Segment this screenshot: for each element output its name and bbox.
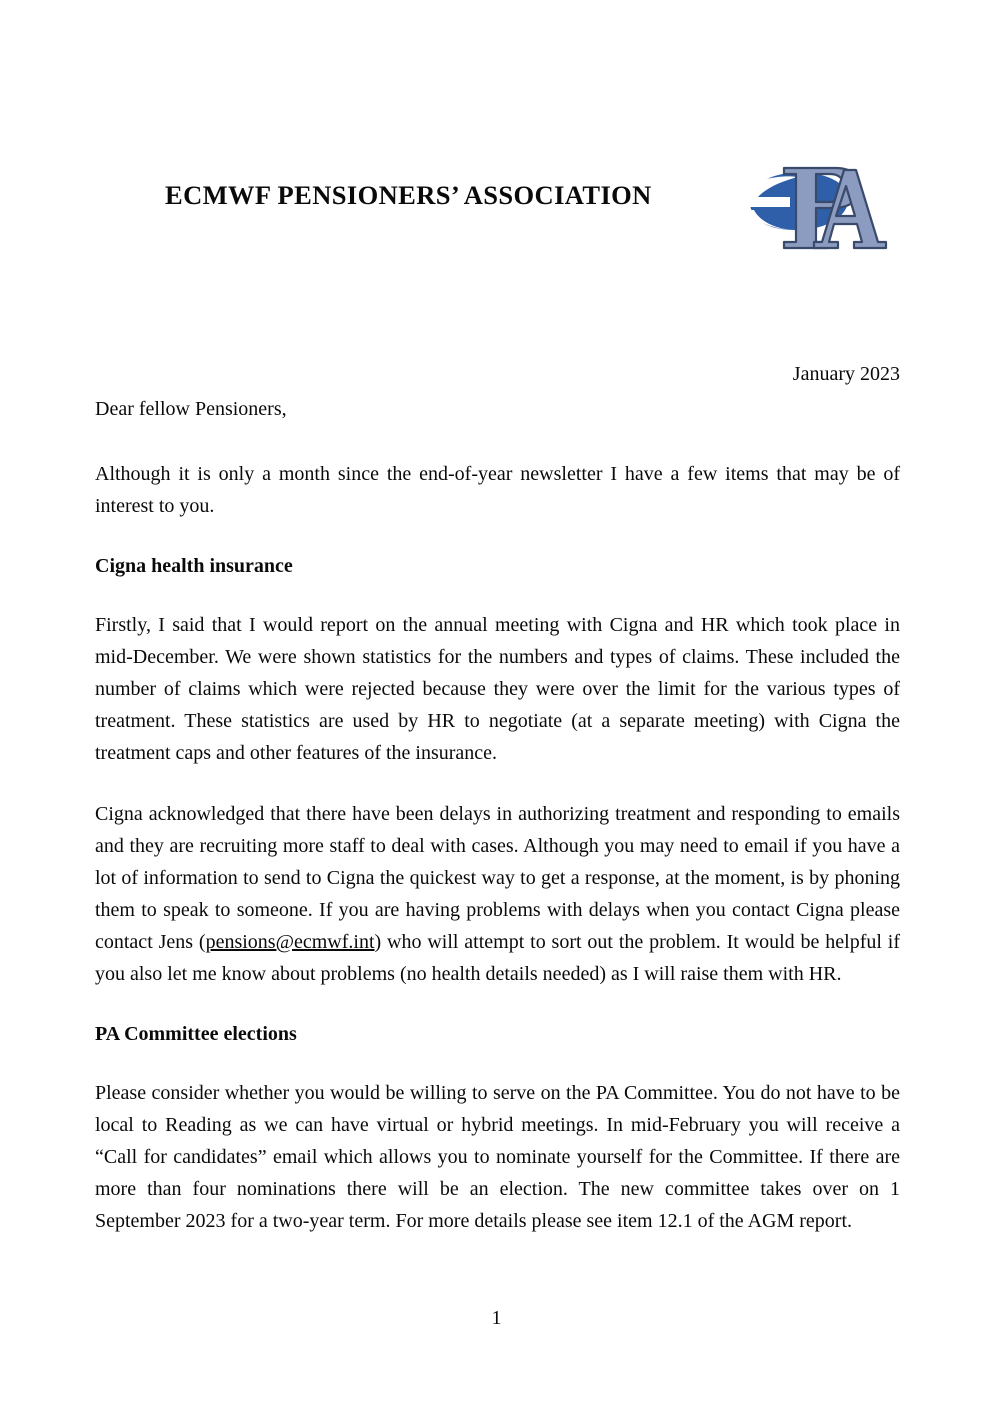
pa-committee-paragraph-1: Please consider whether you would be willing to serve on the PA Committee. You do not have to be local to Reading as we can have virtual or hybrid meetings. In mid-February you will receive a “Call for candidates” email which allows you to nominate yourself for the Committee. If there are more than four nominations there will be an election. The new committee takes over on 1 September 2023 for a two-year term. For more details please see item 12.1 of the AGM report. xyxy=(95,1082,900,1232)
page-title: ECMWF PENSIONERS’ ASSOCIATION xyxy=(165,180,652,210)
pensions-email-link[interactable]: pensions@ecmwf.int xyxy=(205,931,375,953)
section-heading-pa-committee-elections: PA Committee elections xyxy=(95,1023,297,1045)
letter-body xyxy=(95,360,900,1266)
page-number: 1 xyxy=(491,1307,502,1329)
document-header xyxy=(95,150,900,268)
cigna-paragraph-2-before: Cigna acknowledged that there have been delays in authorizing treatment and responding to emails and they are recruiting more staff to deal with cases. Although you may need to email if you have a lot of information to send to Cigna the quickest way to get a response, at the moment, is by phoning them to speak to someone. If you are having problems with delays when you contact Cigna please contact Jens ( xyxy=(95,803,900,953)
cigna-paragraph-1: Firstly, I said that I would report on the annual meeting with Cigna and HR which took place in mid-December. We were shown statistics for the numbers and types of claims. These included the number of claims which were rejected because they were over the limit for the various types of treatment. These statistics are used by HR to negotiate (at a separate meeting) with Cigna the treatment caps and other features of the insurance. xyxy=(95,614,900,764)
pa-logo-icon xyxy=(732,150,892,260)
cigna-paragraph-2 xyxy=(95,798,900,990)
cigna-paragraph-2-after: ) who will attempt to sort out the problem. It would be helpful if you also let me know about problems (no health details needed) as I will raise them with HR. xyxy=(95,931,900,985)
intro-paragraph: Although it is only a month since the end-of-year newsletter I have a few items that may be of interest to you. xyxy=(95,463,900,517)
section-heading-cigna: Cigna health insurance xyxy=(95,555,293,577)
letter-date: January 2023 xyxy=(792,363,900,385)
letter-salutation: Dear fellow Pensioners, xyxy=(95,398,287,420)
